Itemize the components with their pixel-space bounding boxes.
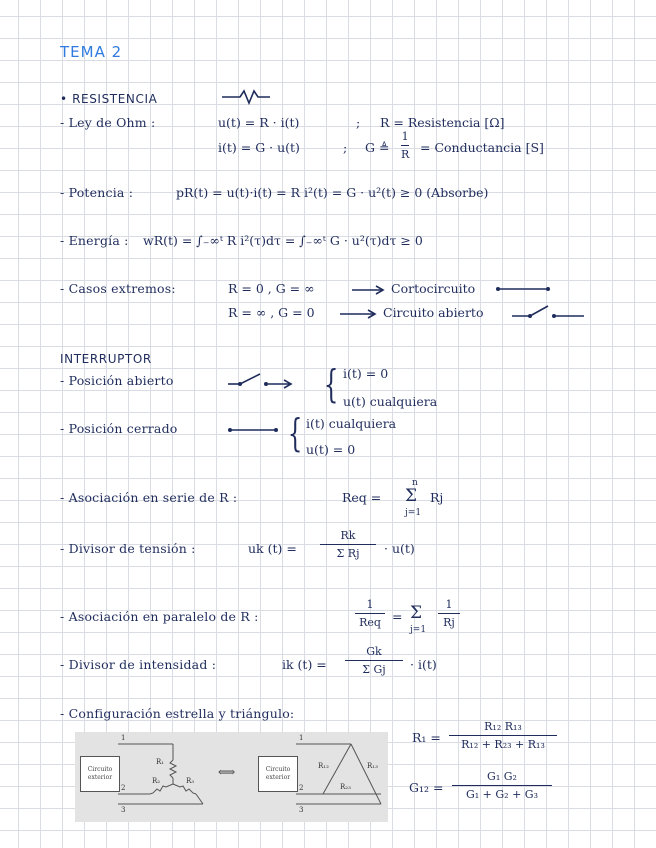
node-2-label-left: 2 bbox=[121, 784, 126, 792]
node-2-label-right: 2 bbox=[299, 784, 304, 792]
page-title: TEMA 2 bbox=[60, 43, 123, 61]
posicion-abierto-label: - Posición abierto bbox=[60, 373, 174, 388]
serie-sum-sign: Σ bbox=[405, 486, 418, 506]
conductance-fraction bbox=[401, 130, 409, 161]
node-3-label-right: 3 bbox=[299, 806, 304, 814]
external-circuit-box-right: Circuito exterior bbox=[258, 756, 298, 792]
ohm-law-label: - Ley de Ohm : bbox=[60, 115, 156, 130]
r12-label: R₁₂ bbox=[318, 762, 329, 770]
resistance-definition: R = Resistencia [Ω] bbox=[380, 115, 505, 130]
paralelo-fraction-rhs bbox=[438, 598, 460, 629]
paralelo-frac2-den: Rj bbox=[443, 616, 455, 629]
divisor-intensidad-label: - Divisor de intensidad : bbox=[60, 657, 217, 672]
paralelo-sum-sign: Σ bbox=[410, 603, 423, 623]
divisor-intensidad-tail: · i(t) bbox=[410, 657, 437, 672]
potencia-label: - Potencia : bbox=[60, 185, 134, 200]
abierto-condition-2: u(t) cualquiera bbox=[343, 394, 438, 409]
curly-brace-icon: { bbox=[323, 362, 339, 406]
curly-brace-icon: { bbox=[287, 411, 303, 455]
ohm-law-eq1: u(t) = R · i(t) bbox=[218, 115, 300, 130]
divisor-tension-den: Σ Rj bbox=[336, 547, 360, 560]
r1-formula-num: R₁₂ R₁₃ bbox=[484, 720, 522, 733]
switch-open-icon bbox=[226, 370, 298, 390]
serie-label: - Asociación en serie de R : bbox=[60, 490, 238, 505]
paralelo-equals: = bbox=[392, 609, 403, 624]
r1-formula-den: R₁₂ + R₂₃ + R₁₃ bbox=[461, 738, 545, 751]
g12-formula-den: G₁ + G₂ + G₃ bbox=[465, 788, 538, 801]
divisor-tension-fraction bbox=[320, 529, 376, 560]
star-delta-diagram bbox=[75, 732, 388, 822]
resistor-symbol-icon bbox=[222, 88, 270, 106]
serie-sum-bottom: j=1 bbox=[405, 508, 422, 518]
ohm-law-separator-2: ; bbox=[343, 140, 348, 155]
arrow-right-icon bbox=[340, 308, 378, 320]
fraction-bar bbox=[345, 660, 403, 661]
divisor-tension-tail: · u(t) bbox=[384, 541, 415, 556]
r2-label: R₂ bbox=[152, 777, 161, 785]
potencia-equation: pR(t) = u(t)·i(t) = R i²(t) = G · u²(t) ≥ 0 (Absorbe) bbox=[176, 185, 489, 200]
configuracion-label: - Configuración estrella y triángulo: bbox=[60, 706, 295, 721]
conductance-definition: = Conductancia [S] bbox=[420, 140, 544, 155]
serie-term: Rj bbox=[430, 490, 444, 505]
switch-closed-icon bbox=[226, 424, 280, 436]
open-circuit-symbol-icon bbox=[510, 300, 586, 322]
fraction-bar bbox=[320, 544, 376, 545]
g12-formula-lhs: G₁₂ = bbox=[409, 780, 444, 795]
fraction-bar bbox=[449, 735, 557, 736]
divisor-tension-label: - Divisor de tensión : bbox=[60, 541, 196, 556]
paralelo-frac1-den: Req bbox=[359, 616, 381, 629]
r3-label: R₃ bbox=[186, 777, 195, 785]
paralelo-frac1-num: 1 bbox=[366, 598, 374, 611]
divisor-tension-num: Rk bbox=[340, 529, 356, 542]
section-heading-resistencia: • RESISTENCIA bbox=[60, 92, 158, 106]
casos-extremos-2-result: Circuito abierto bbox=[383, 305, 484, 320]
casos-extremos-1-result: Cortocircuito bbox=[391, 281, 476, 296]
external-circuit-box-left: Circuito exterior bbox=[80, 756, 120, 792]
section-heading-interruptor: INTERRUPTOR bbox=[60, 352, 152, 366]
r1-label: R₁ bbox=[156, 758, 165, 766]
conductance-fraction-num: 1 bbox=[401, 130, 409, 143]
paralelo-label: - Asociación en paralelo de R : bbox=[60, 609, 259, 624]
r1-formula-lhs: R₁ = bbox=[412, 730, 441, 745]
paralelo-frac2-num: 1 bbox=[445, 598, 453, 611]
g12-formula-num: G₁ G₂ bbox=[487, 770, 517, 783]
divisor-intensidad-den: Σ Gj bbox=[362, 663, 386, 676]
cerrado-condition-2: u(t) = 0 bbox=[306, 442, 356, 457]
conductance-definition-prefix: G ≜ bbox=[365, 140, 390, 155]
g12-formula-fraction bbox=[452, 770, 552, 801]
casos-extremos-1: R = 0 , G = ∞ bbox=[228, 281, 315, 296]
serie-sum-top: n bbox=[412, 478, 418, 488]
energia-label: - Energía : bbox=[60, 233, 129, 248]
ohm-law-separator: ; bbox=[356, 115, 361, 130]
casos-extremos-2: R = ∞ , G = 0 bbox=[228, 305, 315, 320]
divisor-tension-lhs: uk (t) = bbox=[248, 541, 297, 556]
casos-extremos-label: - Casos extremos: bbox=[60, 281, 176, 296]
arrow-right-icon bbox=[352, 284, 386, 296]
node-1-label-right: 1 bbox=[299, 734, 304, 742]
divisor-intensidad-lhs: ik (t) = bbox=[282, 657, 327, 672]
cerrado-condition-1: i(t) cualquiera bbox=[306, 416, 397, 431]
node-3-label-left: 3 bbox=[121, 806, 126, 814]
conductance-fraction-den: R bbox=[401, 148, 410, 161]
r23-label: R₂₃ bbox=[340, 783, 351, 791]
equivalence-arrow-icon: ⟺ bbox=[218, 765, 236, 779]
energia-equation: wR(t) = ∫₋∞ᵗ R i²(τ)dτ = ∫₋∞ᵗ G · u²(τ)dτ ≥ 0 bbox=[143, 233, 423, 248]
r1-formula-fraction bbox=[449, 720, 557, 751]
ohm-law-eq2: i(t) = G · u(t) bbox=[218, 140, 300, 155]
fraction-bar bbox=[355, 613, 385, 614]
posicion-cerrado-label: - Posición cerrado bbox=[60, 421, 178, 436]
fraction-bar bbox=[401, 145, 409, 146]
divisor-intensidad-num: Gk bbox=[366, 645, 382, 658]
paralelo-fraction-lhs bbox=[355, 598, 385, 629]
paralelo-sum-bottom: j=1 bbox=[410, 625, 427, 635]
node-1-label-left: 1 bbox=[121, 734, 126, 742]
fraction-bar bbox=[452, 785, 552, 786]
abierto-condition-1: i(t) = 0 bbox=[343, 366, 389, 381]
short-circuit-symbol-icon bbox=[494, 282, 552, 296]
fraction-bar bbox=[438, 613, 460, 614]
divisor-intensidad-fraction bbox=[345, 645, 403, 676]
r13-label: R₁₃ bbox=[367, 762, 378, 770]
serie-lhs: Req = bbox=[342, 490, 382, 505]
